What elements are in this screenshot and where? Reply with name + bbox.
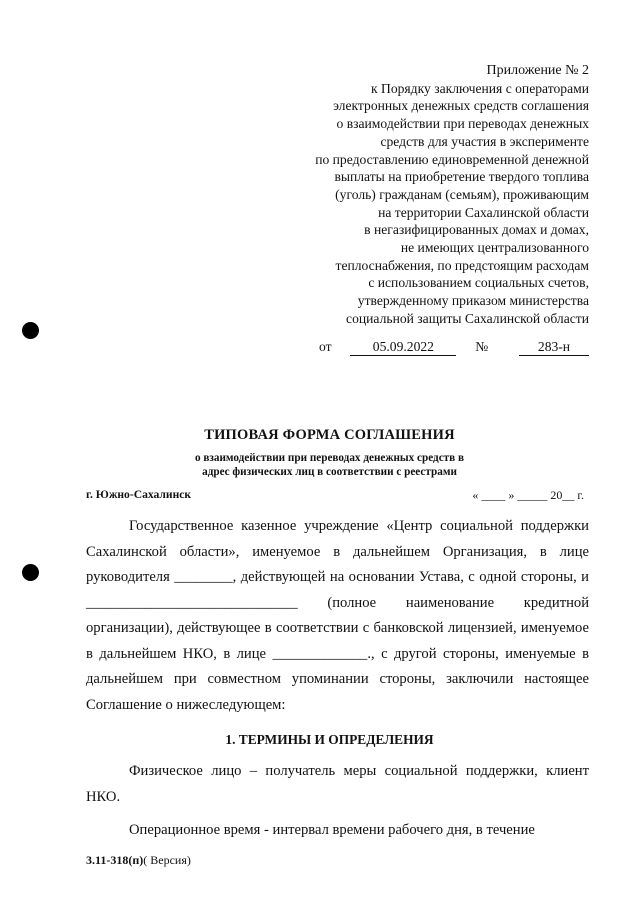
punch-hole-mark — [22, 322, 39, 339]
appendix-line: к Порядку заключения с операторами — [371, 80, 589, 96]
footer-document-code — [86, 853, 191, 868]
appendix-line: не имеющих централизованного — [400, 240, 589, 256]
appendix-line: выплаты на приобретение твердого топлива — [334, 169, 589, 185]
order-date-value: 05.09.2022 — [350, 339, 456, 356]
section-heading: 1. ТЕРМИНЫ И ОПРЕДЕЛЕНИЯ — [225, 732, 434, 747]
document-version: ( Версия) — [143, 853, 191, 867]
preamble-paragraph: Государственное казенное учреждение «Центр социальной поддержки Сахалинской области», именуемое в дальнейшем Организация, в лице руководителя ________, действующей на основании Устава, с одной стороны, и _____________________________ (полное наименование кредитной организации), действующее в соответствии с банковской лицензией, именуемое в дальнейшем НКО, в лице _____________., с другой стороны, именуемые в дальнейшем при совместном упоминании стороны, заключили настоящее Соглашение о нижеследующем: — [86, 518, 589, 713]
appendix-line: Приложение № 2 — [486, 63, 589, 78]
order-date-prefix: от — [319, 339, 332, 354]
form-title: ТИПОВАЯ ФОРМА СОГЛАШЕНИЯ — [204, 427, 455, 443]
city-name: г. Южно-Сахалинск — [86, 488, 192, 501]
appendix-line: утвержденному приказом министерства — [357, 293, 589, 309]
order-number-value: 283-н — [519, 339, 589, 356]
appendix-line: о взаимодействии при переводах денежных — [336, 116, 589, 132]
form-subtitle-line: адрес физических лиц в соответствии с реестрами — [202, 465, 457, 478]
order-date-line — [319, 339, 589, 356]
appendix-header — [259, 62, 589, 328]
agreement-date-blank: « ____ » _____ 20__ г. — [472, 488, 584, 502]
appendix-line: (уголь) гражданам (семьям), проживающим — [335, 186, 589, 202]
appendix-line: социальной защиты Сахалинской области — [346, 310, 589, 326]
appendix-line: на территории Сахалинской области — [378, 204, 589, 220]
form-subtitle — [0, 452, 633, 479]
appendix-line: в негазифицированных домах и домах, — [364, 222, 589, 238]
definition-paragraph: Операционное время - интервал времени рабочего дня, в течение — [129, 822, 535, 838]
form-subtitle-line: о взаимодействии при переводах денежных средств в — [194, 452, 465, 464]
appendix-line: электронных денежных средств соглашения — [333, 98, 589, 114]
document-code: 3.11-318(п) — [86, 853, 144, 867]
place-date-row — [86, 488, 584, 501]
appendix-line: теплоснабжения, по предстоящим расходам — [335, 257, 589, 273]
definition-paragraph: Физическое лицо – получатель меры социальной поддержки, клиент НКО. — [86, 763, 589, 805]
punch-hole-mark — [22, 564, 39, 581]
appendix-line: по предоставлению единовременной денежной — [315, 151, 589, 167]
appendix-line: с использованием социальных счетов, — [368, 275, 589, 291]
order-number-sign: № — [475, 339, 489, 354]
appendix-line: средств для участия в эксперименте — [380, 133, 589, 149]
